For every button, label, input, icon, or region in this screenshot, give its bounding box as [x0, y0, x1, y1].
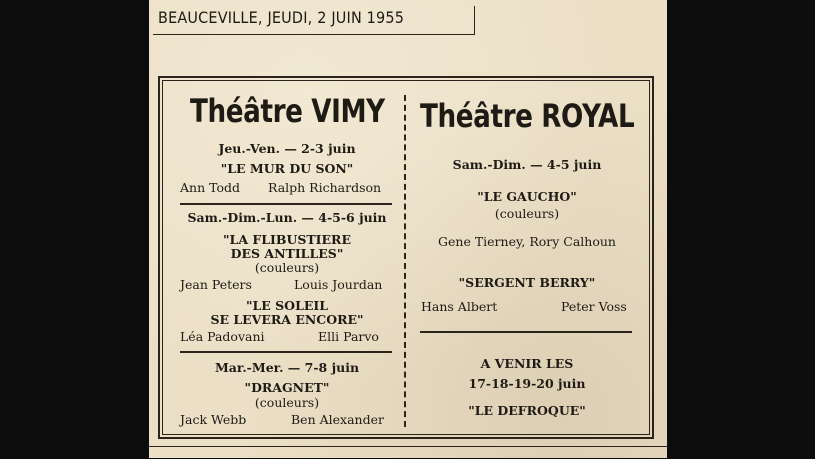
royal-coming-line2: 17-18-19-20 juin	[468, 376, 586, 391]
royal-prog1-film1-actors: Gene Tierney, Rory Calhoun	[438, 234, 616, 249]
royal-title: Théâtre ROYAL	[420, 97, 635, 135]
royal-rule-1	[420, 331, 632, 333]
vimy-prog1-film: "LE MUR DU SON"	[220, 161, 354, 176]
vimy-prog3-film: "DRAGNET"	[244, 380, 330, 395]
royal-prog1-dates: Sam.-Dim. — 4-5 juin	[452, 157, 602, 172]
vimy-rule-2	[180, 351, 392, 353]
vimy-title: Théâtre VIMY	[190, 92, 385, 130]
vimy-prog1-actor1: Ann Todd	[180, 180, 240, 195]
royal-coming-line1: A VENIR LES	[480, 356, 574, 371]
vimy-prog2-film1-actor2: Louis Jourdan	[294, 277, 383, 292]
bottom-rule	[149, 446, 667, 459]
vimy-prog3-actor2: Ben Alexander	[291, 412, 384, 427]
vimy-prog2-film1-line2: DES ANTILLES"	[230, 246, 344, 261]
royal-prog1-film2-actor2: Peter Voss	[561, 299, 627, 314]
vimy-prog2-dates: Sam.-Dim.-Lun. — 4-5-6 juin	[187, 210, 387, 225]
vimy-prog2-film2-line1: "LE SOLEIL	[245, 298, 329, 313]
vimy-prog3-dates: Mar.-Mer. — 7-8 juin	[214, 360, 360, 375]
column-divider	[404, 95, 406, 427]
vimy-prog3-actor1: Jack Webb	[180, 412, 247, 427]
vimy-prog2-film2-actor2: Elli Parvo	[318, 329, 379, 344]
royal-coming-film: "LE DEFROQUE"	[468, 403, 586, 418]
header-dateline: BEAUCEVILLE, JEUDI, 2 JUIN 1955	[158, 8, 405, 27]
royal-prog1-film1: "LE GAUCHO"	[477, 189, 577, 204]
royal-prog1-film2-actor1: Hans Albert	[421, 299, 498, 314]
vimy-prog1-dates: Jeu.-Ven. — 2-3 juin	[218, 141, 356, 156]
vimy-prog2-film1-line1: "LA FLIBUSTIERE	[223, 232, 351, 247]
vimy-prog2-film1-note: (couleurs)	[254, 260, 320, 275]
royal-prog1-film1-note: (couleurs)	[494, 206, 560, 221]
vimy-prog2-film2-actor1: Léa Padovani	[180, 329, 265, 344]
vimy-prog2-film1-actor1: Jean Peters	[180, 277, 252, 292]
vimy-prog1-actor2: Ralph Richardson	[268, 180, 382, 195]
royal-prog1-film2: "SERGENT BERRY"	[458, 275, 596, 290]
vimy-rule-1	[180, 203, 392, 205]
vimy-prog3-note: (couleurs)	[254, 395, 320, 410]
vimy-prog2-film2-line2: SE LEVERA ENCORE"	[210, 312, 364, 327]
